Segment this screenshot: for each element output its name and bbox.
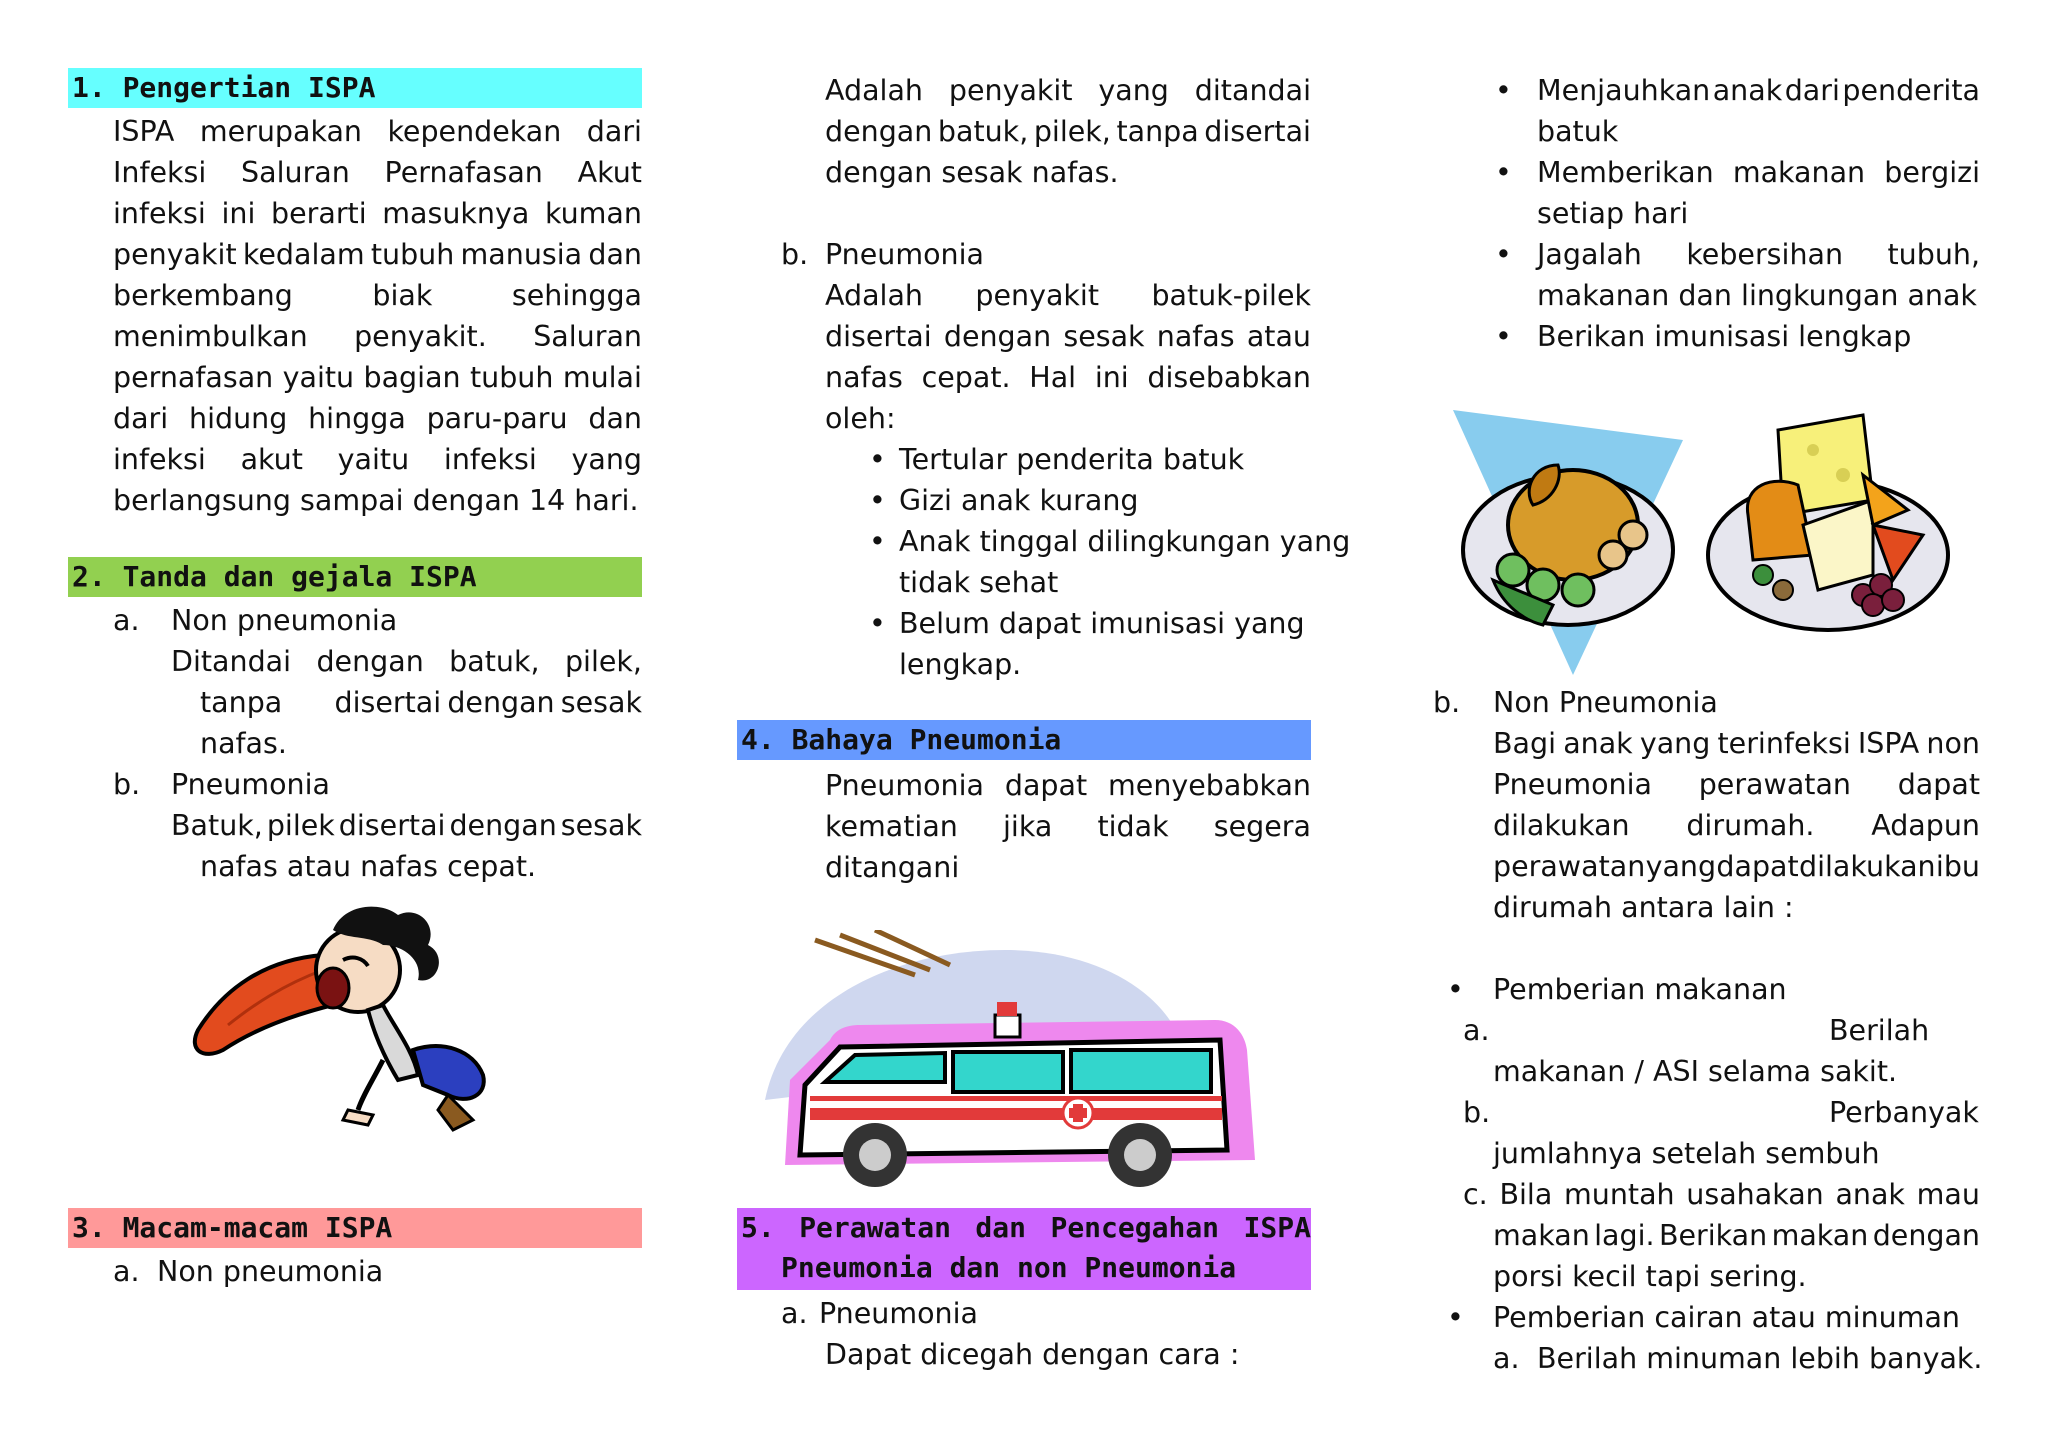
section-5-heading: 5. Perawatan dan Pencegahan ISPA Pneumonia dan non Pneumonia: [737, 1208, 1311, 1290]
prevent-item-2-cont: setiap hari: [1537, 197, 1689, 230]
food-illustration: [1453, 405, 1963, 675]
s5-a-desc: Dapat dicegah dengan cara :: [825, 1338, 1240, 1371]
food-title: • Pemberian makanan: [1447, 973, 1787, 1006]
c3-b-marker: b.: [1433, 686, 1461, 719]
c2-intro-2: dengan batuk, pilek, tanpa disertai: [825, 115, 1311, 148]
c3-b-4: perawatan yang dapat dilakukan ibu: [1493, 850, 1980, 883]
prevent-item-2: • Memberikan makanan bergizi: [1537, 153, 1980, 194]
cause-item-3-cont: tidak sehat: [899, 566, 1059, 599]
food-c-3: porsi kecil tapi sering.: [1493, 1260, 1807, 1293]
prevent-item-1-cont: batuk: [1537, 115, 1619, 148]
s2-a-marker: a.: [113, 604, 140, 637]
cause-item-1: • Tertular penderita batuk: [869, 443, 1245, 476]
section-2-heading: 2. Tanda dan gejala ISPA: [68, 557, 642, 597]
c2-b-3: nafas cepat. Hal ini disebabkan: [825, 361, 1311, 394]
s2-a-label: Non pneumonia: [171, 604, 398, 637]
food-c-2: makan lagi. Berikan makan dengan: [1493, 1219, 1980, 1252]
c3-b-label: Non Pneumonia: [1493, 686, 1718, 719]
section-1-heading: 1. Pengertian ISPA: [68, 68, 642, 108]
s2-b-desc-2: nafas atau nafas cepat.: [200, 850, 537, 883]
s4-line-2: kematian jika tidak segera: [825, 810, 1311, 843]
food-a-text: Berilah: [1829, 1014, 1930, 1047]
s5-a-marker: a.: [781, 1297, 808, 1330]
c2-b-2: disertai dengan sesak nafas atau: [825, 320, 1311, 353]
c3-b-2: Pneumonia perawatan dapat: [1493, 768, 1980, 801]
s2-b-marker: b.: [113, 768, 141, 801]
prevent-item-1: • Menjauhkan anak dari penderita: [1537, 71, 1980, 112]
s1-line-2: Infeksi Saluran Pernafasan Akut: [113, 156, 642, 189]
s1-line-5: berkembang biak sehingga: [113, 279, 642, 312]
s2-b-desc-1: Batuk, pilek disertai dengan sesak: [171, 809, 642, 842]
s1-line-3: infeksi ini berarti masuknya kuman: [113, 197, 642, 230]
s1-line-8: dari hidung hingga paru-paru dan: [113, 402, 642, 435]
prevent-item-3-cont: makanan dan lingkungan anak: [1537, 279, 1977, 312]
s2-b-label: Pneumonia: [171, 768, 330, 801]
c3-b-1: Bagi anak yang terinfeksi ISPA non: [1493, 727, 1980, 760]
prevent-item-3: • Jagalah kebersihan tubuh,: [1537, 235, 1980, 276]
food-b-marker: b.: [1463, 1096, 1491, 1129]
cause-item-4: • Belum dapat imunisasi yang: [869, 607, 1305, 640]
food-c-1: c. Bila muntah usahakan anak mau: [1463, 1178, 1980, 1211]
food-a-marker: a.: [1463, 1014, 1490, 1047]
food-b-text: Perbanyak: [1829, 1096, 1979, 1129]
s3-a-label: Non pneumonia: [157, 1255, 384, 1288]
s4-line-3: ditangani: [825, 851, 960, 884]
c2-intro-1: Adalah penyakit yang ditandai: [825, 74, 1311, 107]
s1-line-7: pernafasan yaitu bagian tubuh mulai: [113, 361, 642, 394]
ambulance-illustration: [765, 930, 1275, 1190]
s1-line-9: infeksi akut yaitu infeksi yang: [113, 443, 642, 476]
coughing-child-illustration: [183, 900, 513, 1150]
c2-b-marker: b.: [781, 238, 809, 271]
s2-a-desc-2: tanpa disertai dengan sesak: [200, 686, 642, 719]
s1-line-4: penyakit kedalam tubuh manusia dan: [113, 238, 642, 271]
s2-a-desc-3: nafas.: [200, 727, 287, 760]
s4-line-1: Pneumonia dapat menyebabkan: [825, 769, 1311, 802]
cause-item-2: • Gizi anak kurang: [869, 484, 1139, 517]
c2-b-4: oleh:: [825, 402, 896, 435]
drink-a-marker: a.: [1493, 1342, 1520, 1375]
drink-a-text: Berilah minuman lebih banyak.: [1537, 1342, 1983, 1375]
food-a-cont: makanan / ASI selama sakit.: [1493, 1055, 1898, 1088]
s2-a-desc-1: Ditandai dengan batuk, pilek,: [171, 645, 642, 678]
section-4-heading: 4. Bahaya Pneumonia: [737, 720, 1311, 760]
s3-a-marker: a.: [113, 1255, 140, 1288]
c2-b-label: Pneumonia: [825, 238, 984, 271]
c2-b-1: Adalah penyakit batuk-pilek: [825, 279, 1311, 312]
c3-b-3: dilakukan dirumah. Adapun: [1493, 809, 1980, 842]
c3-b-5: dirumah antara lain :: [1493, 891, 1794, 924]
food-b-cont: jumlahnya setelah sembuh: [1493, 1137, 1880, 1170]
cause-item-4-cont: lengkap.: [899, 648, 1022, 681]
s5-a-label: Pneumonia: [819, 1297, 978, 1330]
s1-line-10: berlangsung sampai dengan 14 hari.: [113, 484, 639, 517]
s1-line-1: ISPA merupakan kependekan dari: [113, 115, 642, 148]
section-3-heading: 3. Macam-macam ISPA: [68, 1208, 642, 1248]
prevent-item-4: • Berikan imunisasi lengkap: [1537, 317, 1911, 358]
c2-intro-3: dengan sesak nafas.: [825, 156, 1119, 189]
drink-title: • Pemberian cairan atau minuman: [1447, 1301, 1960, 1334]
s1-line-6: menimbulkan penyakit. Saluran: [113, 320, 642, 353]
cause-item-3: • Anak tinggal dilingkungan yang: [869, 525, 1351, 558]
